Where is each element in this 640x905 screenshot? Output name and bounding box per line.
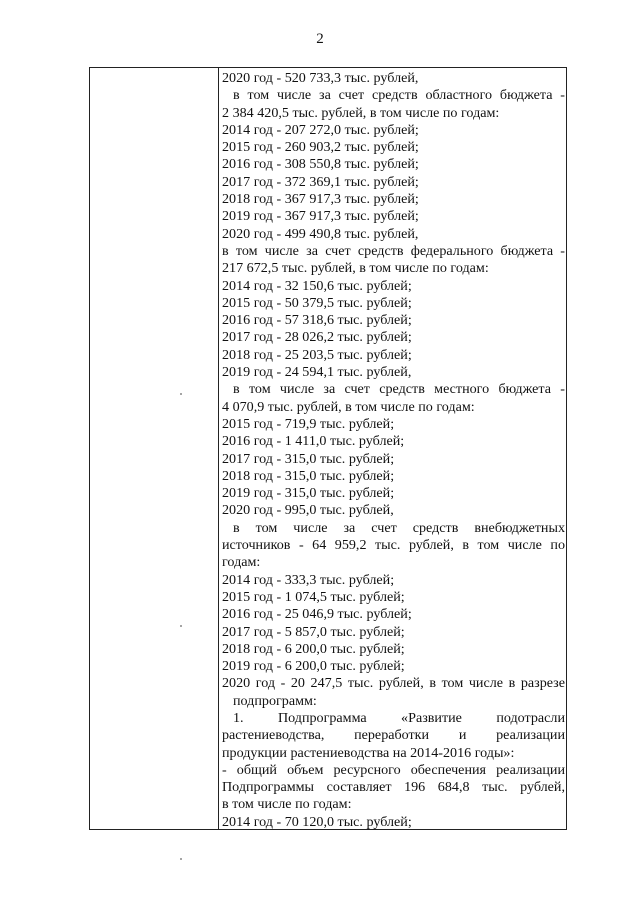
text-line: Подпрограммы составляет 196 684,8 тыс. рублей,: [222, 779, 565, 796]
text-line: 2016 год - 57 318,6 тыс. рублей;: [222, 312, 412, 329]
text-line: 2017 год - 28 026,2 тыс. рублей;: [222, 329, 412, 346]
text-line: 2016 год - 308 550,8 тыс. рублей;: [222, 156, 419, 173]
text-line: 2014 год - 207 272,0 тыс. рублей;: [222, 121, 419, 138]
scan-speck: [180, 625, 182, 627]
scan-speck: [180, 858, 182, 860]
text-line: в том числе за счет средств федерального бюджета -: [222, 242, 565, 259]
text-line: в том числе за счет средств областного бюджета -: [233, 87, 565, 104]
page-number: 2: [316, 31, 324, 47]
text-line: 2020 год - 20 247,5 тыс. рублей, в том числе в разрезе: [222, 675, 565, 692]
text-line: 2020 год - 995,0 тыс. рублей,: [222, 502, 394, 519]
text-line: 2018 год - 6 200,0 тыс. рублей;: [222, 640, 405, 657]
text-line: растениеводства, переработки и реализации: [222, 727, 565, 744]
text-line: в том числе за счет средств внебюджетных: [233, 519, 565, 536]
document-table: [89, 67, 567, 830]
text-line: 2014 год - 70 120,0 тыс. рублей;: [222, 813, 412, 830]
text-line: продукции растениеводства на 2014-2016 годы»:: [222, 744, 515, 761]
text-line: 2 384 420,5 тыс. рублей, в том числе по годам:: [222, 104, 500, 121]
text-line: 4 070,9 тыс. рублей, в том числе по годам:: [222, 398, 475, 415]
text-line: 2014 год - 333,3 тыс. рублей;: [222, 571, 395, 588]
text-line: 2020 год - 520 733,3 тыс. рублей,: [222, 70, 419, 86]
text-line: источников - 64 959,2 тыс. рублей, в том числе по: [222, 537, 565, 554]
text-line: в том числе за счет средств местного бюджета -: [233, 381, 565, 398]
text-line: 2015 год - 50 379,5 тыс. рублей;: [222, 294, 412, 311]
text-line: 2015 год - 1 074,5 тыс. рублей;: [222, 588, 405, 605]
text-line: 2014 год - 32 150,6 тыс. рублей;: [222, 277, 412, 294]
scan-speck: [180, 393, 182, 395]
text-line: 2019 год - 6 200,0 тыс. рублей;: [222, 658, 405, 675]
text-line: 2017 год - 5 857,0 тыс. рублей;: [222, 623, 405, 640]
text-line: 2018 год - 367 917,3 тыс. рублей;: [222, 191, 419, 208]
text-line: подпрограмм:: [233, 692, 317, 709]
text-line: 2017 год - 372 369,1 тыс. рублей;: [222, 173, 419, 190]
text-line: 1. Подпрограмма «Развитие подотрасли: [233, 709, 565, 726]
text-line: 2015 год - 719,9 тыс. рублей;: [222, 415, 395, 432]
text-line: - общий объем ресурсного обеспечения реализации: [222, 761, 565, 778]
text-line: 2019 год - 315,0 тыс. рублей;: [222, 485, 395, 502]
text-line: в том числе по годам:: [222, 796, 352, 813]
text-line: 2016 год - 1 411,0 тыс. рублей;: [222, 433, 405, 450]
text-line: 2020 год - 499 490,8 тыс. рублей,: [222, 225, 419, 242]
text-line: годам:: [222, 554, 261, 571]
text-line: 2018 год - 25 203,5 тыс. рублей;: [222, 346, 412, 363]
table-right-cell: [222, 70, 565, 831]
text-line: 2019 год - 367 917,3 тыс. рублей;: [222, 208, 419, 225]
text-line: 217 672,5 тыс. рублей, в том числе по годам:: [222, 260, 489, 277]
text-line: 2015 год - 260 903,2 тыс. рублей;: [222, 139, 419, 156]
table-left-cell: [90, 68, 219, 829]
text-line: 2019 год - 24 594,1 тыс. рублей,: [222, 364, 412, 381]
text-line: 2017 год - 315,0 тыс. рублей;: [222, 450, 395, 467]
text-line: 2016 год - 25 046,9 тыс. рублей;: [222, 606, 412, 623]
text-line: 2018 год - 315,0 тыс. рублей;: [222, 467, 395, 484]
